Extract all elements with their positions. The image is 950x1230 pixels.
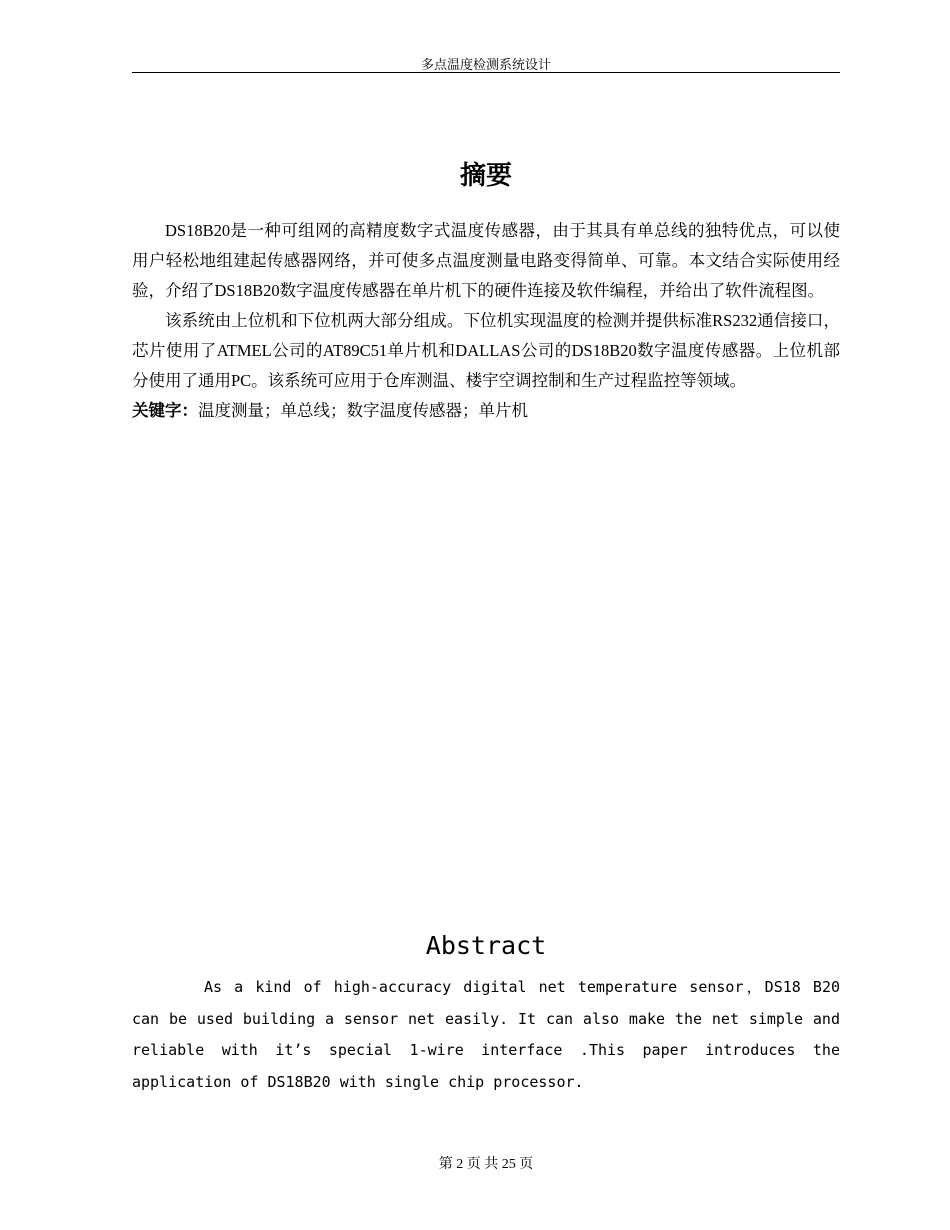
abstract-cn-paragraph: 该系统由上位机和下位机两大部分组成。下位机实现温度的检测并提供标准RS232通信接口，芯片使用了ATMEL公司的AT89C51单片机和DALLAS公司的DS18B20数字温度传感器。上位机部分使用了通用PC。该系统可应用于仓库测温、楼宇空调控制和生产过程监控等领域。: [132, 311, 840, 390]
page-number: 第 2 页 共 25 页: [438, 1157, 534, 1172]
keywords-label: 关键字：: [132, 401, 198, 420]
abstract-cn-body: [132, 216, 840, 426]
running-header: 多点温度检测系统设计: [420, 57, 551, 72]
abstract-cn-title: 摘要: [459, 161, 512, 190]
header-divider: [132, 72, 840, 73]
abstract-en-title: Abstract: [425, 931, 547, 960]
keywords-value: 温度测量；单总线；数字温度传感器；单片机: [198, 401, 528, 420]
abstract-en-paragraph: As a kind of high-accuracy digital net temperature sensor，DS18 B20 can be used building a sensor net easily. It can also make the net simple and reliable with it’s special 1-wire interface .This paper introduces the application of DS18B20 with single chip processor.: [132, 978, 840, 1091]
abstract-cn-paragraph: DS18B20是一种可组网的高精度数字式温度传感器，由于其具有单总线的独特优点，可以使用户轻松地组建起传感器网络，并可使多点温度测量电路变得简单、可靠。本文结合实际使用经验，介绍了DS18B20数字温度传感器在单片机下的硬件连接及软件编程，并给出了软件流程图。: [132, 221, 840, 300]
keywords-line: [132, 396, 840, 426]
